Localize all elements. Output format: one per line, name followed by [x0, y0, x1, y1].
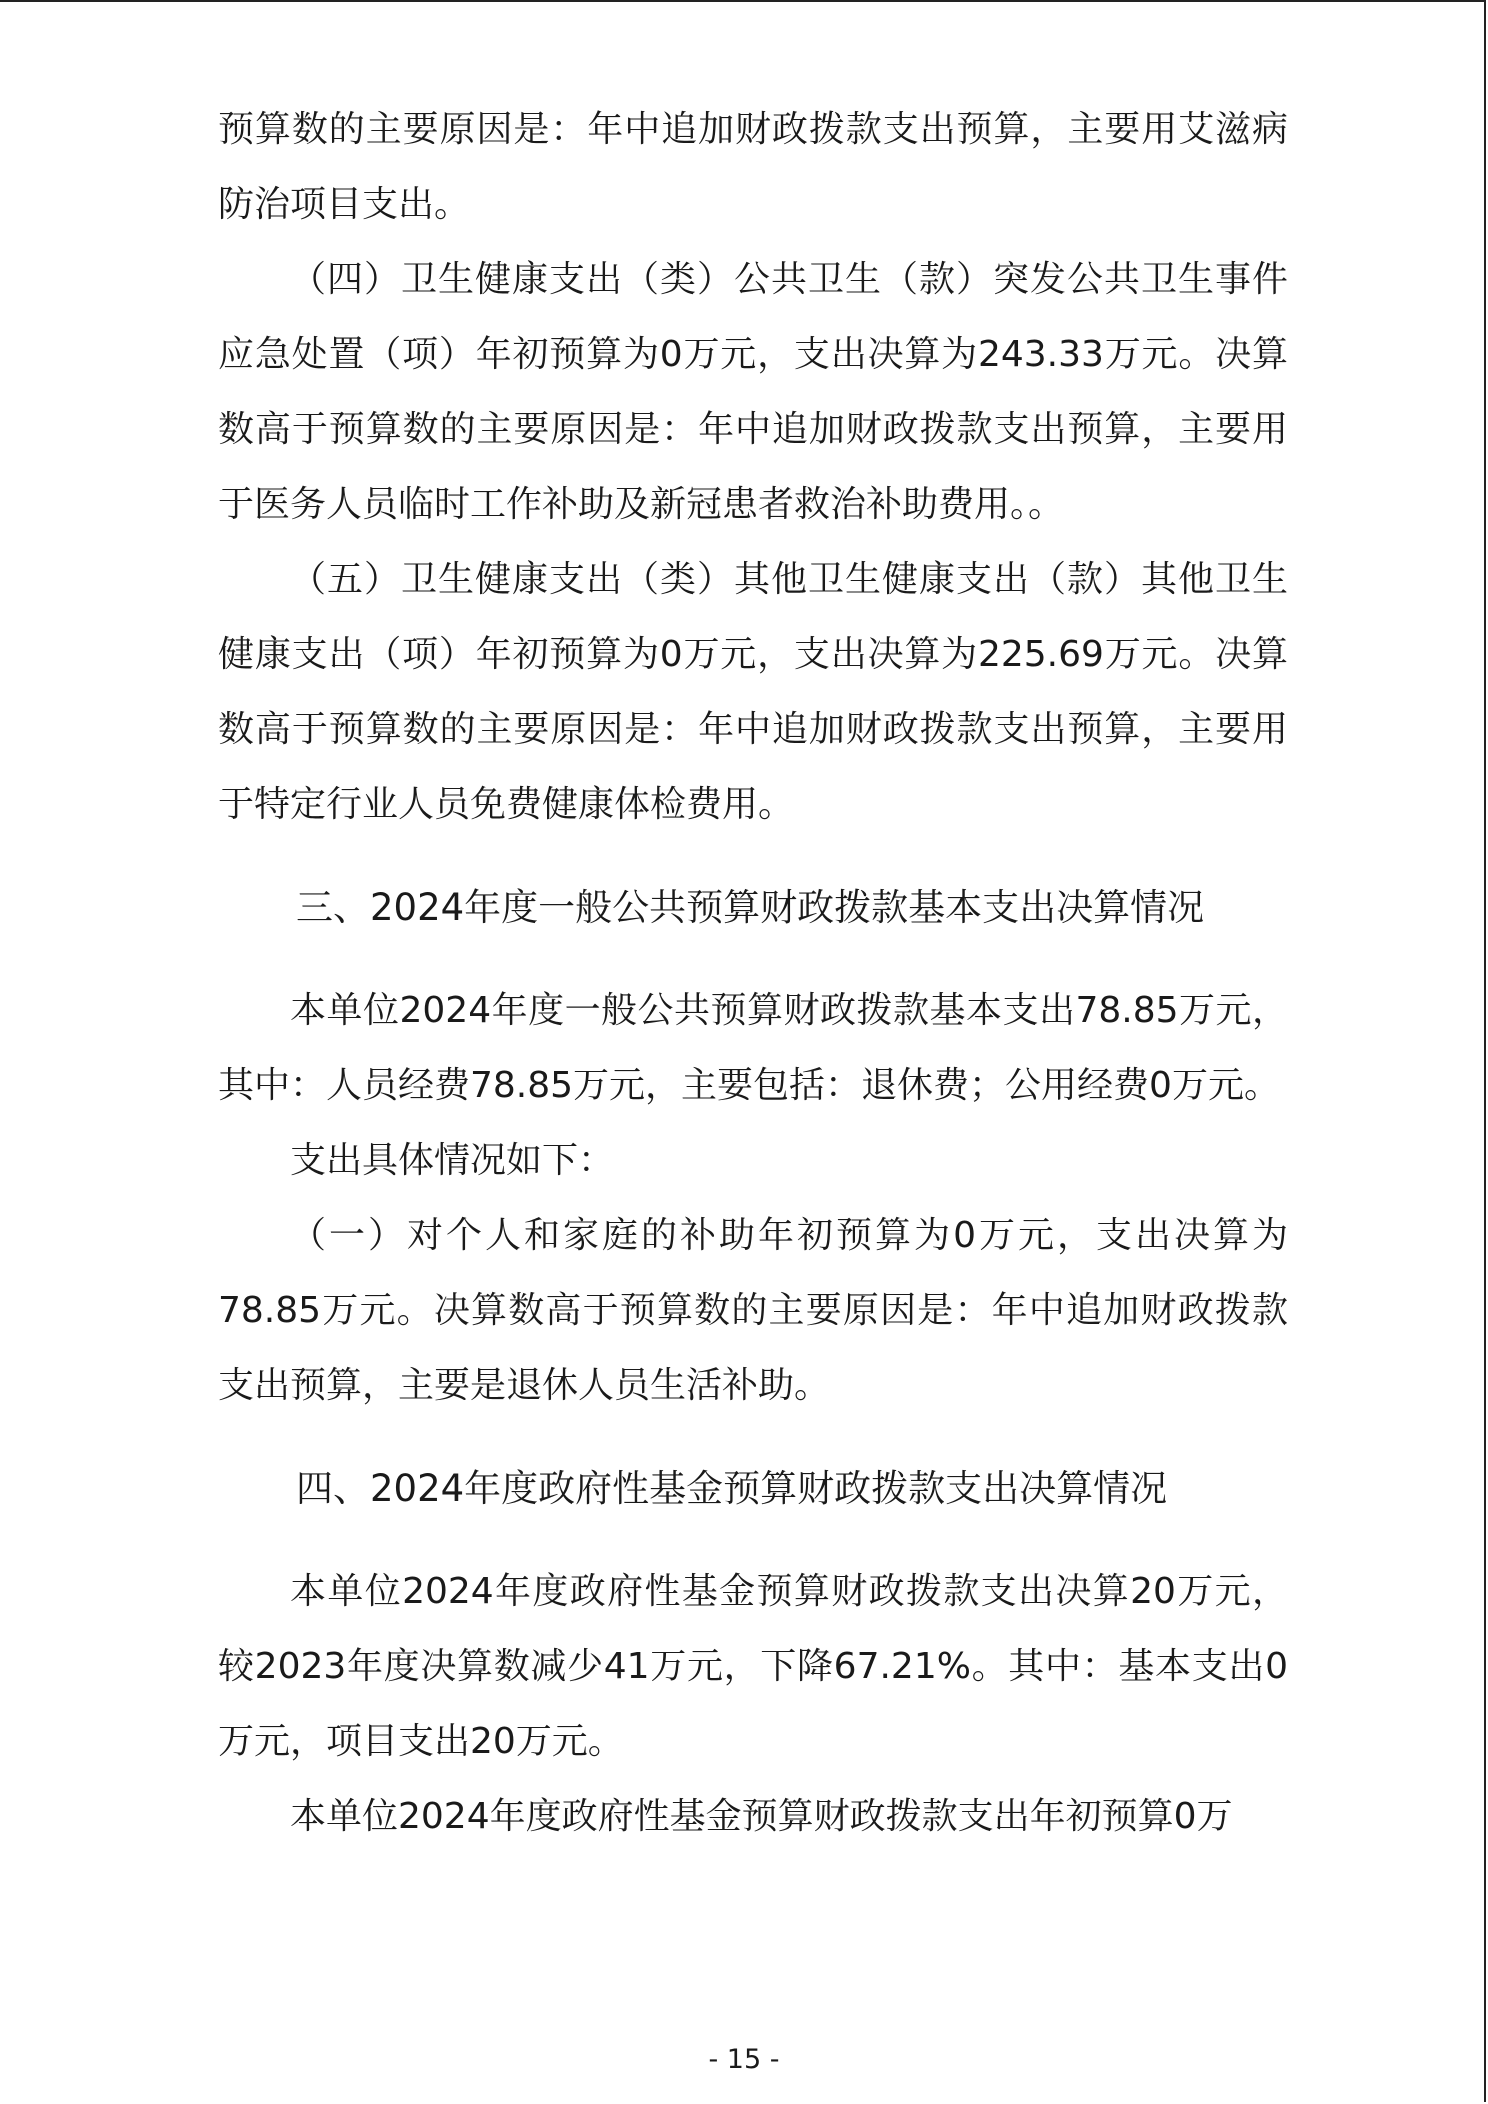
paragraph-aids-prevention: 预算数的主要原因是：年中追加财政拨款支出预算，主要用艾滋病防治项目支出。	[218, 109, 1288, 225]
paragraph-government-fund-budget: 本单位2024年度政府性基金预算财政拨款支出年初预算0万	[290, 1796, 1233, 1837]
paragraph-basic-expenditure-summary: 本单位2024年度一般公共预算财政拨款基本支出78.85万元，其中：人员经费78.85万元，主要包括：退休费；公用经费0万元。	[218, 990, 1288, 1106]
paragraph-public-health-emergency: （四）卫生健康支出（类）公共卫生（款）突发公共卫生事件应急处置（项）年初预算为0万元，支出决算为243.33万元。决算数高于预算数的主要原因是：年中追加财政拨款支出预算，主要用于医务人员临时工作补助及新冠患者救治补助费用。。	[218, 259, 1288, 525]
page-number: - 15 -	[708, 2044, 780, 2075]
section-heading-basic-expenditure: 三、2024年度一般公共预算财政拨款基本支出决算情况	[296, 886, 1205, 929]
paragraph-government-fund-summary: 本单位2024年度政府性基金预算财政拨款支出决算20万元，较2023年度决算数减少41万元，下降67.21%。其中：基本支出0万元，项目支出20万元。	[218, 1571, 1288, 1762]
section-heading-government-fund: 四、2024年度政府性基金预算财政拨款支出决算情况	[296, 1467, 1168, 1510]
document-body	[218, 92, 1288, 1854]
paragraph-household-subsidy: （一）对个人和家庭的补助年初预算为0万元，支出决算为78.85万元。决算数高于预算数的主要原因是：年中追加财政拨款支出预算，主要是退休人员生活补助。	[218, 1215, 1288, 1406]
paragraph-other-health-expenditure: （五）卫生健康支出（类）其他卫生健康支出（款）其他卫生健康支出（项）年初预算为0万元，支出决算为225.69万元。决算数高于预算数的主要原因是：年中追加财政拨款支出预算，主要用于特定行业人员免费健康体检费用。	[218, 559, 1288, 825]
paragraph-expenditure-details-intro: 支出具体情况如下：	[290, 1140, 615, 1181]
